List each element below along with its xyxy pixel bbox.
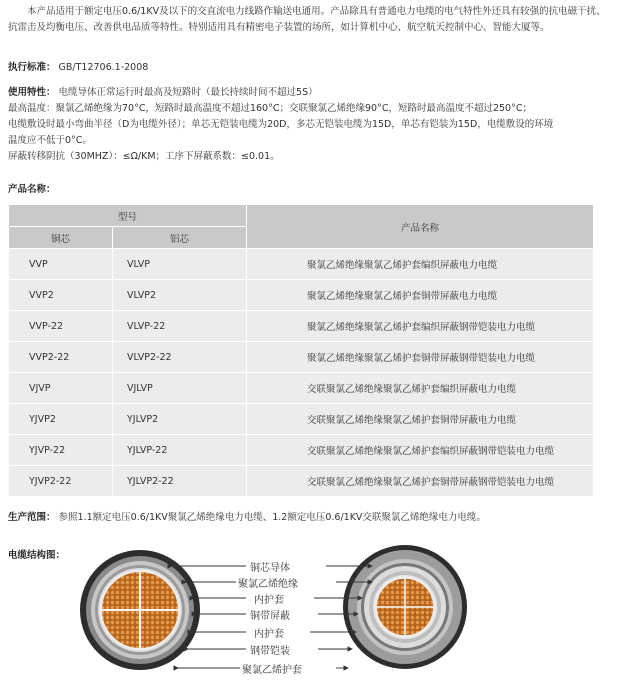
product-name-cell: 聚氯乙烯绝缘聚氯乙烯护套铜带屏蔽钢带铠装电力电缆	[247, 342, 594, 373]
product-name-cell: 聚氯乙烯绝缘聚氯乙烯护套编织屏蔽钢带铠装电力电缆	[247, 311, 594, 342]
product-name-cell: 交联聚氯乙烯绝缘聚氯乙烯护套铜带屏蔽电力电缆	[247, 404, 594, 435]
standard-value: GB/T12706.1-2008	[58, 62, 149, 73]
usage-line-1: 最高温度：聚氯乙烯绝缘为70°C，短路时最高温度不超过160°C；交联聚氯乙烯绝缘90°C，短路时最高温度不超过250°C；	[8, 103, 532, 114]
aluminum-cell: YJLVP2	[113, 404, 247, 435]
copper-cell: YJVP-22	[9, 435, 113, 466]
cable-cross-section-right	[343, 545, 467, 669]
diagram-heading: 电缆结构图：	[8, 550, 66, 561]
product-name-cell: 聚氯乙烯绝缘聚氯乙烯护套编织屏蔽电力电缆	[247, 249, 594, 280]
label-copper-conductor: 铜芯导体	[250, 563, 290, 574]
label-steel-tape-armor: 钢带铠装	[250, 646, 290, 657]
cable-cross-section-left	[80, 550, 200, 670]
usage-line-2: 电缆敷设时最小弯曲半径（D为电缆外径）；单芯无铠装电缆为20D，多芯无铠装电缆为15D，单芯有铠装为15D，电缆敷设的环境	[8, 119, 554, 130]
copper-cell: VVP-22	[9, 311, 113, 342]
usage-label: 使用特性：	[8, 87, 56, 98]
product-name-cell: 交联聚氯乙烯绝缘聚氯乙烯护套编织屏蔽电力电缆	[247, 373, 594, 404]
label-copper-tape-shield: 铜带屏蔽	[250, 611, 290, 622]
model-header: 型号	[9, 205, 247, 227]
aluminum-cell: VJLVP	[113, 373, 247, 404]
product-name-cell: 交联聚氯乙烯绝缘聚氯乙烯护套编织屏蔽钢带铠装电力电缆	[247, 435, 594, 466]
copper-header: 铜芯	[9, 227, 113, 249]
label-pvc-insulation: 聚氯乙烯绝缘	[238, 579, 298, 590]
intro-paragraph: 本产品适用于额定电压0.6/1KV及以下的交直流电力线路作输送电通用。产品除具有普通电力电缆的电气特性外还具有较强的抗电磁干扰、抗雷击及均衡电压、改善供电品质等特性。特别适用具有精密电子装置的场所，如计算机中心、航空航天控制中心、智能大厦等。	[8, 6, 606, 33]
copper-cell: VJVP	[9, 373, 113, 404]
label-inner-sheath-1: 内护套	[254, 595, 284, 606]
aluminum-cell: YJLVP-22	[113, 435, 247, 466]
aluminum-cell: YJLVP2-22	[113, 466, 247, 497]
copper-cell: YJVP2-22	[9, 466, 113, 497]
aluminum-cell: VLVP2-22	[113, 342, 247, 373]
label-pvc-outer-sheath: 聚氯乙烯护套	[242, 665, 302, 676]
product-heading: 产品名称：	[8, 184, 56, 195]
usage-line-3: 温度应不低于0°C。	[8, 135, 92, 146]
aluminum-cell: VLVP2	[113, 280, 247, 311]
copper-cell: VVP2	[9, 280, 113, 311]
copper-cell: VVP2-22	[9, 342, 113, 373]
scope-text: 参照1.1额定电压0.6/1KV聚氯乙烯绝缘电力电缆、1.2额定电压0.6/1KV交联聚氯乙烯绝缘电力电缆。	[58, 512, 486, 523]
aluminum-header: 铝芯	[113, 227, 247, 249]
label-inner-sheath-2: 内护套	[254, 629, 284, 640]
aluminum-cell: VLVP-22	[113, 311, 247, 342]
usage-line-4: 屏蔽转移阴抗（30MHZ）：≤Ω/KM；工序下屏蔽系数：≤0.01。	[8, 151, 280, 162]
scope-label: 生产范围：	[8, 512, 56, 523]
usage-first: 电缆导体正常运行时最高及短路时（最长持续时间不超过5S）	[58, 87, 318, 98]
copper-cell: YJVP2	[9, 404, 113, 435]
product-name-cell: 交联聚氯乙烯绝缘聚氯乙烯护套铜带屏蔽钢带铠装电力电缆	[247, 466, 594, 497]
product-name-cell: 聚氯乙烯绝缘聚氯乙烯护套铜带屏蔽电力电缆	[247, 280, 594, 311]
aluminum-cell: VLVP	[113, 249, 247, 280]
standard-label: 执行标准：	[8, 62, 56, 73]
copper-cell: VVP	[9, 249, 113, 280]
name-header: 产品名称	[247, 205, 594, 249]
